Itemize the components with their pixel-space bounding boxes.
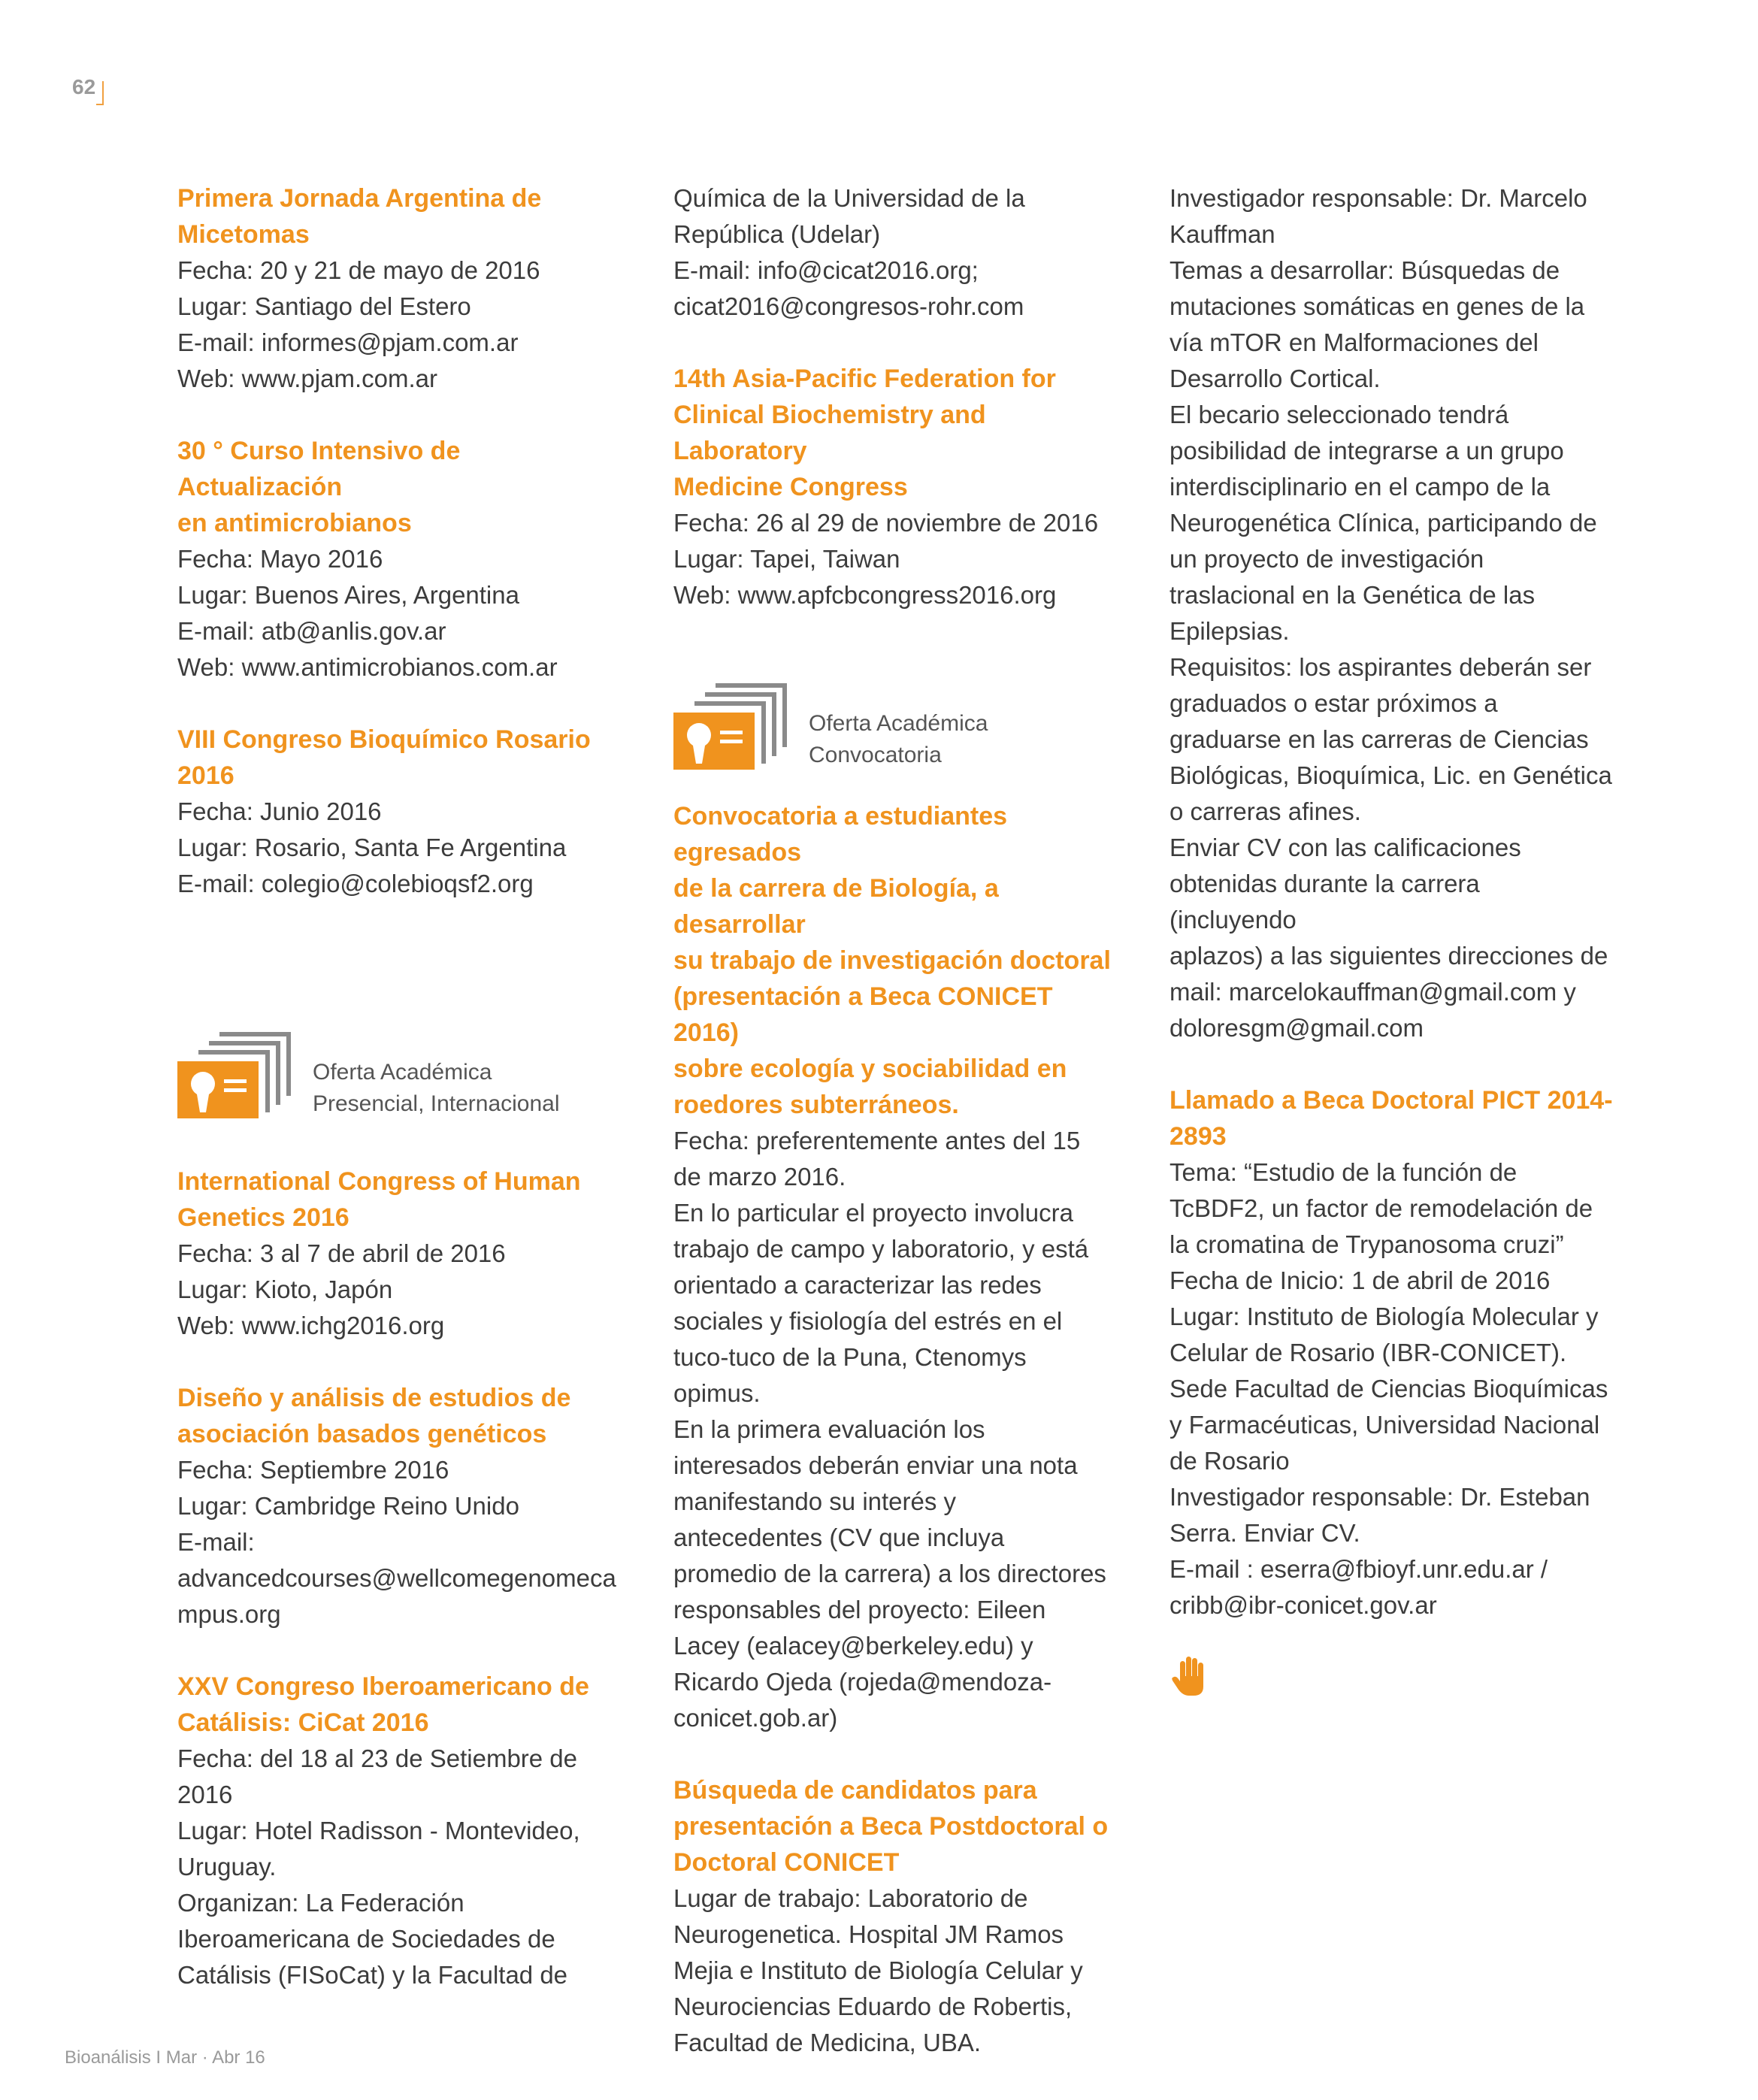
entry-line: Kauffman: [1169, 220, 1275, 248]
entry-line: E-mail: informes@pjam.com.ar: [177, 328, 519, 356]
entry-cicat: [177, 1669, 621, 1993]
entry-line: interdisciplinario en el campo de la: [1169, 473, 1551, 501]
entry-title: (presentación a Beca CONICET 2016): [673, 982, 1053, 1047]
entry-line: opimus.: [673, 1379, 761, 1407]
entry-line: responsables del proyecto: Eileen: [673, 1596, 1046, 1623]
entry-title: Clinical Biochemistry and Laboratory: [673, 401, 986, 465]
entry-line: Lugar: Rosario, Santa Fe Argentina: [177, 834, 567, 861]
entry-line: TcBDF2, un factor de remodelación de: [1169, 1194, 1593, 1222]
entry-line: Lugar: Santiago del Estero: [177, 292, 471, 320]
entry-line: Lugar: Buenos Aires, Argentina: [177, 581, 519, 609]
entry-line: E-mail: atb@anlis.gov.ar: [177, 617, 446, 645]
entry-line: E-mail: info@cicat2016.org;: [673, 256, 979, 284]
entry-line: y Farmacéuticas, Universidad Nacional: [1169, 1411, 1600, 1439]
entry-line: mail: marcelokauffman@gmail.com y: [1169, 978, 1576, 1006]
column-3: [1169, 180, 1620, 1702]
entry-line: vía mTOR en Malformaciones del: [1169, 328, 1539, 356]
certificate-icon: [177, 1030, 298, 1127]
entry-line: tuco-tuco de la Puna, Ctenomys: [673, 1343, 1027, 1371]
entry-title: 30 ° Curso Intensivo de Actualización: [177, 437, 461, 501]
entry-line: cicat2016@congresos-rohr.com: [673, 292, 1024, 320]
entry-line: (incluyendo: [1169, 906, 1297, 934]
entry-line: Organizan: La Federación: [177, 1889, 464, 1917]
entry-line: antecedentes (CV que incluya: [673, 1524, 1005, 1551]
entry-title: Convocatoria a estudiantes egresados: [673, 802, 1008, 867]
entry-line: posibilidad de integrarse a un grupo: [1169, 437, 1564, 464]
entry-title: XXV Congreso Iberoamericano de: [177, 1672, 589, 1701]
entry-title: Búsqueda de candidatos para: [673, 1776, 1037, 1805]
entry-title: Llamado a Beca Doctoral PICT 2014-: [1169, 1086, 1613, 1115]
entry-line: un proyecto de investigación: [1169, 545, 1484, 573]
entry-line: promedio de la carrera) a los directores: [673, 1560, 1106, 1587]
entry-jornada-micetomas: [177, 180, 621, 397]
entry-line: Fecha: del 18 al 23 de Setiembre de: [177, 1744, 578, 1772]
entry-curso-antimicrobianos: [177, 433, 621, 685]
entry-line: Sede Facultad de Ciencias Bioquímicas: [1169, 1375, 1608, 1403]
entry-line: Neurogenetica. Hospital JM Ramos: [673, 1920, 1064, 1948]
entry-line: En lo particular el proyecto involucra: [673, 1199, 1073, 1227]
section-badge-presencial: [177, 1030, 621, 1127]
entry-line: Iberoamericana de Sociedades de: [177, 1925, 555, 1953]
entry-title: Micetomas: [177, 220, 310, 249]
entry-line: la cromatina de Trypanosoma cruzi”: [1169, 1230, 1564, 1258]
entry-line: Fecha de Inicio: 1 de abril de 2016: [1169, 1266, 1551, 1294]
entry-line: Serra. Enviar CV.: [1169, 1519, 1360, 1547]
entry-line: Enviar CV con las calificaciones: [1169, 834, 1521, 861]
entry-line: En la primera evaluación los: [673, 1415, 985, 1443]
entry-line: El becario seleccionado tendrá: [1169, 401, 1509, 428]
entry-line: Investigador responsable: Dr. Esteban: [1169, 1483, 1590, 1511]
entry-line: graduados o estar próximos a: [1169, 689, 1498, 717]
column-2: [673, 180, 1117, 2097]
entry-line: trabajo de campo y laboratorio, y está: [673, 1235, 1089, 1263]
entry-line: traslacional en la Genética de las: [1169, 581, 1536, 609]
entry-line: Web: www.antimicrobianos.com.ar: [177, 653, 558, 681]
entry-congreso-rosario: [177, 722, 621, 902]
entry-line: aplazos) a las siguientes direcciones de: [1169, 942, 1608, 970]
entry-apfcb: [673, 361, 1117, 613]
entry-line: Fecha: Junio 2016: [177, 797, 382, 825]
entry-line: de Rosario: [1169, 1447, 1290, 1475]
entry-line: E-mail:: [177, 1528, 255, 1556]
entry-line: Fecha: preferentemente antes del 15: [673, 1127, 1081, 1154]
entry-line: graduarse en las carreras de Ciencias: [1169, 725, 1589, 753]
footer-publication: Bioanálisis I Mar · Abr 16: [65, 2047, 265, 2068]
badge-line: Presencial, Internacional: [313, 1091, 560, 1116]
entry-line: Web: www.apfcbcongress2016.org: [673, 581, 1057, 609]
badge-line: Oferta Académica: [313, 1060, 492, 1085]
entry-line: advancedcourses@wellcomegenomeca: [177, 1564, 616, 1592]
entry-title: Genetics 2016: [177, 1203, 349, 1232]
entry-line: Lacey (ealacey@berkeley.edu) y: [673, 1632, 1033, 1660]
entry-line: Mejia e Instituto de Biología Celular y: [673, 1956, 1083, 1984]
entry-title: 14th Asia-Pacific Federation for: [673, 365, 1056, 393]
badge-text: [313, 1057, 560, 1120]
entry-title: sobre ecología y sociabilidad en: [673, 1055, 1067, 1083]
badge-line: Oferta Académica: [809, 711, 988, 736]
entry-title: asociación basados genéticos: [177, 1420, 547, 1448]
entry-line: E-mail : eserra@fbioyf.unr.edu.ar /: [1169, 1555, 1548, 1583]
entry-line: Fecha: 26 al 29 de noviembre de 2016: [673, 509, 1099, 537]
entry-line: Lugar: Kioto, Japón: [177, 1275, 393, 1303]
entry-title: International Congress of Human: [177, 1167, 581, 1196]
page-number: 62: [72, 75, 96, 98]
entry-line: Fecha: Septiembre 2016: [177, 1456, 449, 1484]
entry-line: Desarrollo Cortical.: [1169, 365, 1381, 392]
entry-line: Fecha: 3 al 7 de abril de 2016: [177, 1239, 506, 1267]
entry-line: Celular de Rosario (IBR-CONICET).: [1169, 1339, 1567, 1366]
badge-text: [809, 708, 988, 771]
entry-line: Neurogenética Clínica, participando de: [1169, 509, 1597, 537]
entry-busqueda-candidatos: [673, 1772, 1117, 2061]
entry-line: Web: www.pjam.com.ar: [177, 365, 437, 392]
entry-line: Epilepsias.: [1169, 617, 1290, 645]
column-1: [177, 180, 621, 2029]
entry-title: su trabajo de investigación doctoral: [673, 946, 1111, 975]
entry-title: de la carrera de Biología, a desarrollar: [673, 874, 999, 939]
entry-title: 2893: [1169, 1122, 1227, 1151]
entry-line: Uruguay.: [177, 1853, 277, 1881]
entry-line: mutaciones somáticas en genes de la: [1169, 292, 1585, 320]
entry-line: Requisitos: los aspirantes deberán ser: [1169, 653, 1592, 681]
entry-title: en antimicrobianos: [177, 509, 412, 537]
entry-line: o carreras afines.: [1169, 797, 1361, 825]
entry-busqueda-continued: [1169, 180, 1620, 1046]
entry-line: Ricardo Ojeda (rojeda@mendoza-: [673, 1668, 1052, 1696]
entry-line: Catálisis (FISoCat) y la Facultad de: [177, 1961, 568, 1989]
entry-line: República (Udelar): [673, 220, 881, 248]
entry-line: Lugar: Cambridge Reino Unido: [177, 1492, 519, 1520]
entry-line: de marzo 2016.: [673, 1163, 846, 1191]
entry-line: Lugar: Hotel Radisson - Montevideo,: [177, 1817, 580, 1844]
entry-convocatoria-biologia: [673, 798, 1117, 1736]
entry-title: presentación a Beca Postdoctoral o: [673, 1812, 1109, 1841]
certificate-icon: [673, 681, 794, 779]
entry-title: Primera Jornada Argentina de: [177, 184, 542, 213]
entry-title: Medicine Congress: [673, 473, 908, 501]
entry-ichg: [177, 1163, 621, 1344]
section-badge-convocatoria: [673, 681, 1117, 779]
entry-line: Facultad de Medicina, UBA.: [673, 2029, 982, 2056]
entry-line: Biológicas, Bioquímica, Lic. en Genética: [1169, 761, 1612, 789]
entry-cicat-continued: [673, 180, 1117, 325]
entry-title: 2016: [177, 761, 235, 790]
entry-line: E-mail: colegio@colebioqsf2.org: [177, 870, 534, 897]
entry-line: Química de la Universidad de la: [673, 184, 1025, 212]
entry-line: conicet.gob.ar): [673, 1704, 838, 1732]
entry-line: doloresgm@gmail.com: [1169, 1014, 1424, 1042]
entry-line: manifestando su interés y: [673, 1487, 957, 1515]
entry-line: Web: www.ichg2016.org: [177, 1312, 445, 1339]
entry-beca-pict: [1169, 1082, 1620, 1623]
entry-line: 2016: [177, 1781, 233, 1808]
badge-line: Convocatoria: [809, 743, 942, 767]
entry-line: interesados deberán enviar una nota: [673, 1451, 1078, 1479]
entry-line: Investigador responsable: Dr. Marcelo: [1169, 184, 1587, 212]
entry-line: obtenidas durante la carrera: [1169, 870, 1480, 897]
entry-title: Doctoral CONICET: [673, 1848, 900, 1877]
entry-line: mpus.org: [177, 1600, 281, 1628]
entry-line: Fecha: 20 y 21 de mayo de 2016: [177, 256, 540, 284]
entry-diseno-analisis: [177, 1380, 621, 1632]
entry-title: Diseño y análisis de estudios de: [177, 1384, 571, 1412]
hand-stop-icon: [1169, 1654, 1215, 1699]
entry-line: cribb@ibr-conicet.gov.ar: [1169, 1591, 1437, 1619]
entry-line: Lugar: Instituto de Biología Molecular y: [1169, 1303, 1599, 1330]
entry-title: VIII Congreso Bioquímico Rosario: [177, 725, 591, 754]
entry-line: orientado a caracterizar las redes: [673, 1271, 1042, 1299]
entry-line: sociales y fisiología del estrés en el: [673, 1307, 1063, 1335]
entry-line: Temas a desarrollar: Búsquedas de: [1169, 256, 1560, 284]
entry-line: Fecha: Mayo 2016: [177, 545, 383, 573]
entry-title: Catálisis: CiCat 2016: [177, 1708, 429, 1737]
entry-title: roedores subterráneos.: [673, 1091, 959, 1119]
entry-line: Neurociencias Eduardo de Robertis,: [673, 1993, 1073, 2020]
entry-line: Tema: “Estudio de la función de: [1169, 1158, 1517, 1186]
page-number-mark: [96, 81, 104, 105]
entry-line: Lugar: Tapei, Taiwan: [673, 545, 900, 573]
entry-line: Lugar de trabajo: Laboratorio de: [673, 1884, 1028, 1912]
